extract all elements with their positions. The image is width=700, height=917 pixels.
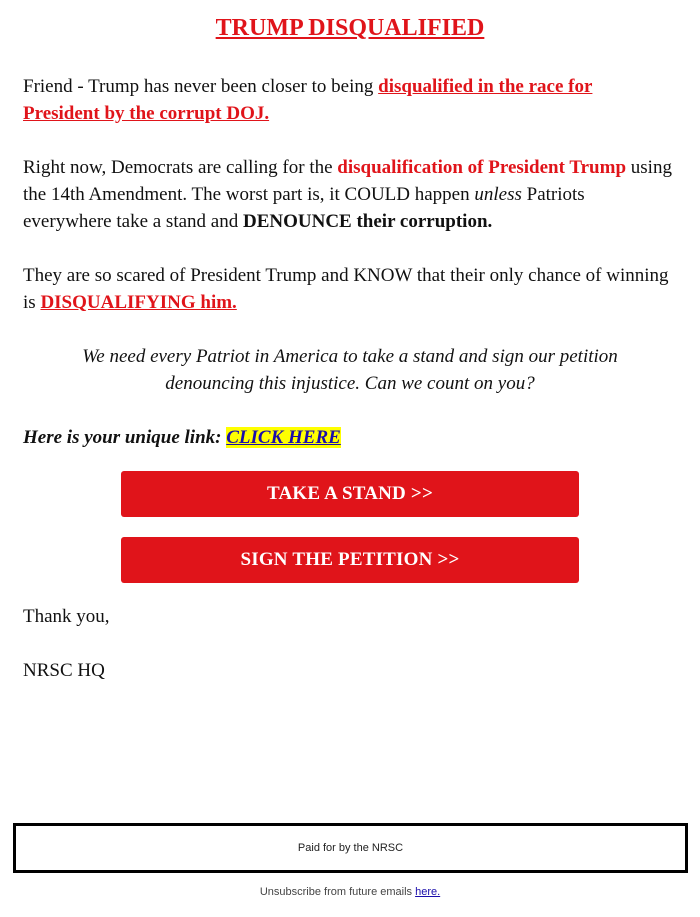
disqualified-link[interactable]: disqualified in the race for President by the corrupt DOJ. <box>23 76 593 124</box>
unsubscribe-text: Unsubscribe from future emails <box>259 886 416 898</box>
paid-for-box <box>13 823 688 873</box>
disqualifying-link[interactable]: DISQUALIFYING him. <box>40 292 237 313</box>
paid-for-text: Paid for by the NRSC <box>297 842 404 854</box>
thank-you-text: Thank you, <box>23 606 110 627</box>
paragraph-intro <box>23 73 673 127</box>
unique-link-label: Here is your unique link: <box>23 427 227 448</box>
unsubscribe-line <box>0 886 700 898</box>
disqualification-highlight: disqualification of President Trump <box>337 157 627 178</box>
unless-italic: unless <box>474 184 522 205</box>
paragraph-democrats <box>23 154 673 235</box>
click-here-link[interactable]: CLICK HERE <box>226 427 341 448</box>
headline: TRUMP DISQUALIFIED <box>215 15 485 41</box>
unique-link-line <box>23 424 673 451</box>
paragraph-democrats-tail: Patriots everywhere take a stand and <box>23 184 585 232</box>
paragraph-scared-text: They are so scared of President Trump and KNOW that their only chance of winning is <box>23 265 669 313</box>
paragraph-democrats-middle: using the 14th Amendment. The worst part is, it COULD happen <box>23 157 672 205</box>
unsubscribe-link[interactable]: here. <box>415 886 441 898</box>
paragraph-intro-text: Friend - Trump has never been closer to being <box>23 76 379 97</box>
paragraph-petition-ask: We need every Patriot in America to take a stand and sign our petition denouncing this injustice. Can we count on you? <box>82 346 618 394</box>
take-a-stand-button[interactable]: TAKE A STAND >> <box>121 471 579 517</box>
sign-the-petition-button[interactable]: SIGN THE PETITION >> <box>121 537 579 583</box>
paragraph-democrats-lead: Right now, Democrats are calling for the <box>23 157 338 178</box>
signature-text: NRSC HQ <box>23 660 105 681</box>
paragraph-scared <box>23 262 673 316</box>
denounce-bold: DENOUNCE their corruption. <box>242 211 493 232</box>
